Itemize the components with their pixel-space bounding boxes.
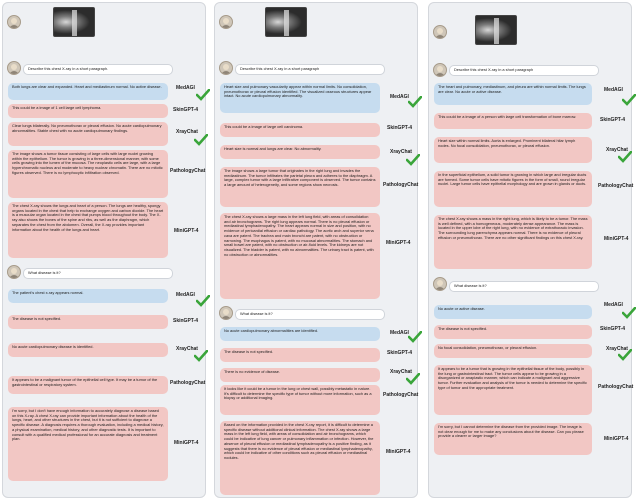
model-label-skingpt4: SkinGPT-4 xyxy=(173,107,199,113)
response-medagi: No acute cardiopulmonary abnormalities are identified. xyxy=(220,327,380,341)
response-skingpt4: This could be a image of 1 cell large cell lymphoma. xyxy=(8,104,168,118)
model-label-pathologychat: PathologyChat xyxy=(598,183,634,189)
response-skingpt4: The disease is not specified. xyxy=(434,325,592,339)
response-xraychat: No focal consolidation, pneumothorax, or pleural effusion. xyxy=(434,344,592,358)
response-skingpt4: This could be a image of large cell carcinoma. xyxy=(220,123,380,137)
response-minigpt4: The chest X-ray shows the lungs and heart of a person. The lungs are healthy, spongy organs located in the chest that help to exchange oxygen and carbon dioxide. The heart is a muscular organ located in the chest that pumps blood throughout the body. The X-ray also shows the bones of the spine and ribs, as well as the diaphragm, which separates the chest from the abdomen. Overall, the X-ray provides important information about the health of the lungs and heart. xyxy=(8,202,168,258)
checkmark-icon xyxy=(622,307,636,319)
model-label-minigpt4: MiniGPT-4 xyxy=(174,228,199,234)
user-avatar xyxy=(433,63,447,77)
response-pathologychat: In the superficial epithelium, a solid tumor is growing in which large and irregular ducts are formed. Some tumor cells have mitotic figures in the form of small, round irregular nuclei. Large tumor cells have epithelial morphology and are grown in glands or ducts. xyxy=(434,171,592,207)
model-label-medagi: MedAGI xyxy=(176,292,195,298)
response-xraychat: Heart size within normal limits. Aorta is enlarged. Prominent bilateral hilar lymph nodes. No focal consolidation, pneumothorax, or pleural effusion. xyxy=(434,137,592,163)
response-medagi: No acute or active disease. xyxy=(434,305,592,319)
user-avatar xyxy=(7,265,21,279)
user-avatar xyxy=(7,61,21,75)
chest-xray-image[interactable] xyxy=(53,7,95,37)
user-question: What disease is it? xyxy=(23,268,173,279)
model-label-pathologychat: PathologyChat xyxy=(170,168,206,174)
response-medagi: Both lungs are clear and expanded. Heart and mediastinum normal. No active disease. xyxy=(8,83,168,100)
model-label-skingpt4: SkinGPT-4 xyxy=(600,326,626,332)
conversation-panel-3 xyxy=(428,2,632,498)
checkmark-icon xyxy=(194,134,208,146)
response-skingpt4: This could be a image of a person with large cell transformation of bone marrow. xyxy=(434,113,592,129)
model-label-minigpt4: MiniGPT-4 xyxy=(604,236,629,242)
response-skingpt4: The disease is not specified. xyxy=(220,348,380,362)
response-medagi: Heart size and pulmonary vascularity appear within normal limits. No consolidation, pneumothorax or pleural effusion identified. The visualized osseous structures appear intact. No acute cardiopulmonary abnormality. xyxy=(220,83,380,113)
response-xraychat: Heart size is normal and lungs are clear. No abnormality. xyxy=(220,145,380,159)
model-label-minigpt4: MiniGPT-4 xyxy=(174,440,199,446)
model-label-skingpt4: SkinGPT-4 xyxy=(173,318,199,324)
response-minigpt4: The chest X-ray shows a large mass in the left lung field, with areas of consolidation and air bronchograms. The right lung appears normal. There is no pleural effusion or mediastinal lymphadenopathy. The heart appears normal in size and position, with no evidence of pericardial effusion or cardiac pathology. The aortic arch and superior vena cava are patent. The trachea and main bronchi are patent, with no obstruction or narrowing. The esophagus is patent, with no mucosal abnormalities. The stomach and small bowel are patent, with no obstruction or air-fluid levels. The kidneys are not visualized. The bladder is patent, with no abnormalities. The urinary tract is patent, with no obstruction or abnormalities. xyxy=(220,213,380,299)
model-label-medagi: MedAGI xyxy=(390,94,409,100)
response-minigpt4: The chest X-ray shows a mass in the right lung, which is likely to be a tumor. The mass is well defined, with a homogeneous, moderately dense appearance. The mass is located in the upper lobe of the right lung, with no evidence of extrathoracic invasion. The surrounding lung parenchyma appears normal. There is no evidence of pleural effusion or pneumothorax. There are no other significant findings on this chest X-ray. xyxy=(434,215,592,269)
checkmark-icon xyxy=(194,350,208,362)
model-label-skingpt4: SkinGPT-4 xyxy=(387,350,413,356)
model-label-minigpt4: MiniGPT-4 xyxy=(604,436,629,442)
model-label-minigpt4: MiniGPT-4 xyxy=(386,449,411,455)
response-pathologychat: It looks like it could be a tumor in the lung or chest wall, possibly metastatic in nature. It's difficult to determine the specific type of tumor without more information, such as a biopsy or additional imaging. xyxy=(220,385,380,415)
model-label-pathologychat: PathologyChat xyxy=(383,182,419,188)
model-label-xraychat: XrayChat xyxy=(176,346,198,352)
model-label-medagi: MedAGI xyxy=(390,330,409,336)
user-question: What disease is it? xyxy=(235,309,385,320)
checkmark-icon xyxy=(618,151,632,163)
response-pathologychat: It appears to be a malignant tumor of the epithelial cell type. It may be a tumor of the gastrointestinal or respiratory system. xyxy=(8,376,168,394)
checkmark-icon xyxy=(196,295,210,307)
checkmark-icon xyxy=(406,154,420,166)
checkmark-icon xyxy=(406,373,420,385)
model-label-pathologychat: PathologyChat xyxy=(598,384,634,390)
response-skingpt4: The disease is not specified. xyxy=(8,315,168,329)
user-avatar xyxy=(433,277,447,291)
checkmark-icon xyxy=(618,349,632,361)
user-avatar xyxy=(433,25,447,39)
user-question: Describe this chest X-ray in a short paragraph xyxy=(449,65,599,76)
user-question: What disease is it? xyxy=(449,281,599,292)
checkmark-icon xyxy=(622,94,636,106)
response-minigpt4: I'm sorry, but I cannot determine the disease from the provided image. The image is not clear enough for me to make any conclusions about the disease. Can you please provide a clearer or larger image? xyxy=(434,423,592,455)
user-question: Describe this chest X-ray in a short paragraph xyxy=(235,64,385,75)
checkmark-icon xyxy=(196,89,210,101)
model-label-xraychat: XrayChat xyxy=(606,346,628,352)
user-avatar xyxy=(7,15,21,29)
user-avatar xyxy=(219,15,233,29)
chest-xray-image[interactable] xyxy=(265,7,307,37)
model-label-medagi: MedAGI xyxy=(176,85,195,91)
model-label-xraychat: XrayChat xyxy=(606,147,628,153)
response-minigpt4: I'm sorry, but I don't have enough information to accurately diagnose a disease based on this X-ray. A chest X-ray can provide important information about the health of the lungs, heart, and other structures in the chest, but it is not sufficient to diagnose a specific disease. A diagnosis requires a thorough evaluation, including a medical history, a physical examination, medical history, and other diagnostic tests. It is important to consult with a qualified medical professional for an accurate diagnosis and treatment plan. xyxy=(8,407,168,481)
conversation-panel-2 xyxy=(214,2,418,498)
response-medagi: The heart and pulmonary, mediastinum, and pleura are within normal limits. The lungs are clear. No acute or active disease. xyxy=(434,83,592,105)
user-question: Describe this chest X-ray in a short paragraph. xyxy=(23,64,173,75)
model-label-skingpt4: SkinGPT-4 xyxy=(387,125,413,131)
model-label-xraychat: XrayChat xyxy=(390,369,412,375)
response-pathologychat: The image shows a tumor tissue consisting of large cells with large nuclei growing within the epithelium. The tumor is growing in a three-dimensional manner, with some cells growing into the lumen of the mucosa. The neoplastic cells are large, with a large hyperchromatic nucleus and moderate to heavy nuclear chromatin. There are no mitotic figures observed. There is no lymphocytic infiltration observed. xyxy=(8,150,168,198)
checkmark-icon xyxy=(408,331,422,343)
response-xraychat: No acute cardiopulmonary disease is identified. xyxy=(8,343,168,357)
model-label-medagi: MedAGI xyxy=(604,87,623,93)
response-medagi: The patient's chest x-ray appears normal. xyxy=(8,289,168,303)
response-pathologychat: It appears to be a tumor that is growing in the epithelial tissue of the body, possibly in the lung or gastrointestinal tract. The tumor cells appear to be growing in a disorganized or anaplastic manner, which can indicate a malignant and aggressive tumor. Further evaluation and analysis of the tumor is needed to determine the specific type of tumor and the appropriate treatment. xyxy=(434,365,592,415)
response-xraychat: There is no evidence of disease. xyxy=(220,368,380,382)
model-label-skingpt4: SkinGPT-4 xyxy=(600,117,626,123)
response-minigpt4: Based on the information provided in the chest X-ray report, it is difficult to determine a specific disease without additional clinical information. The chest X-ray shows a large mass in the left lung field, with areas of consolidation and air bronchograms, which could be indicative of lung cancer or pulmonary inflammation or infection. However, the absence of pleural effusion or mediastinal lymphadenopathy is a positive finding, as it suggests that there is no evidence of pleural effusion or mediastinal lymphadenopathy, which could be indicative of other conditions such as pleural effusion or mediastinal nodules. xyxy=(220,421,380,495)
model-label-minigpt4: MiniGPT-4 xyxy=(386,240,411,246)
model-label-xraychat: XrayChat xyxy=(176,129,198,135)
model-label-pathologychat: PathologyChat xyxy=(170,380,206,386)
response-pathologychat: The image shows a large tumor that originates in the right lung and invades the mediastinum. The tumor infiltrates the parietal pleura and adheres to the diaphragm. A large, complex tumor with a large infiltrative component is observed. The tumor contains a large amount of heterogeneity, and some regions show necrosis. xyxy=(220,167,380,207)
model-label-pathologychat: PathologyChat xyxy=(383,392,419,398)
model-label-xraychat: XrayChat xyxy=(390,149,412,155)
user-avatar xyxy=(219,61,233,75)
model-label-medagi: MedAGI xyxy=(604,302,623,308)
user-avatar xyxy=(219,306,233,320)
chest-xray-image[interactable] xyxy=(475,15,517,45)
checkmark-icon xyxy=(408,96,422,108)
response-xraychat: Clear lungs bilaterally. No pneumothorax or pleural effusion. No acute cardiopulmonary abnormalities. Stable chest with no acute cardiopulmonary findings. xyxy=(8,122,168,146)
conversation-panel-1 xyxy=(2,2,206,498)
